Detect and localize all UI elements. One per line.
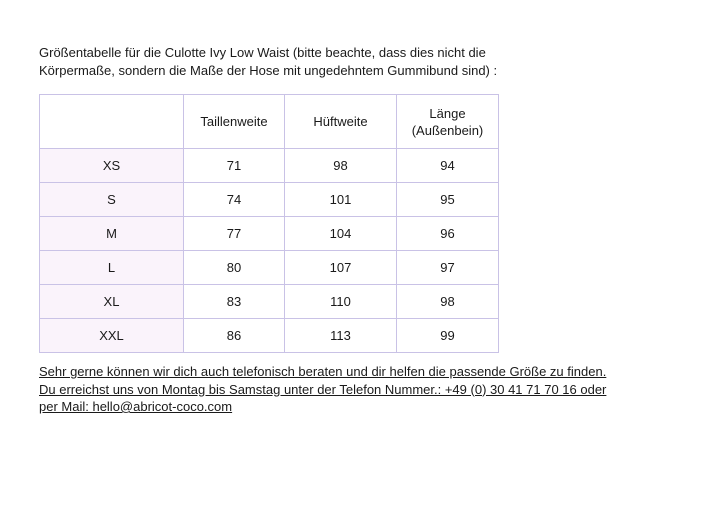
contact-email-link[interactable]: per Mail: hello@abricot-coco.com: [39, 399, 233, 414]
hip-cell: 98: [285, 149, 397, 183]
table-row: [40, 217, 499, 251]
size-cell: L: [40, 251, 184, 285]
hip-cell: 110: [285, 285, 397, 319]
intro-text: [39, 44, 639, 80]
size-table-header: [40, 95, 499, 149]
length-cell: 98: [397, 285, 499, 319]
size-cell: XS: [40, 149, 184, 183]
waist-cell: 83: [184, 285, 285, 319]
table-row: [40, 183, 499, 217]
intro-line-2: Körpermaße, sondern die Maße der Hose mit ungedehntem Gummibund sind) :: [39, 63, 498, 78]
table-row: [40, 285, 499, 319]
contact-text[interactable]: [39, 363, 679, 416]
table-row: [40, 149, 499, 183]
waist-cell: 74: [184, 183, 285, 217]
size-cell: XL: [40, 285, 184, 319]
waist-cell: 86: [184, 319, 285, 353]
length-cell: 99: [397, 319, 499, 353]
hip-cell: 104: [285, 217, 397, 251]
waist-cell: 80: [184, 251, 285, 285]
contact-line-1[interactable]: Sehr gerne können wir dich auch telefonisch beraten und dir helfen die passende Größe zu finden.: [39, 364, 607, 379]
size-table-body: [40, 149, 499, 353]
hip-cell: 101: [285, 183, 397, 217]
waist-cell: 77: [184, 217, 285, 251]
table-row: [40, 319, 499, 353]
waist-cell: 71: [184, 149, 285, 183]
length-cell: 96: [397, 217, 499, 251]
intro-line-1: Größentabelle für die Culotte Ivy Low Waist (bitte beachte, dass dies nicht die: [39, 45, 486, 60]
length-cell: 95: [397, 183, 499, 217]
size-table: [39, 94, 499, 353]
hip-cell: 107: [285, 251, 397, 285]
length-cell: 94: [397, 149, 499, 183]
header-length: Länge (Außenbein): [397, 95, 499, 149]
table-row: [40, 251, 499, 285]
hip-cell: 113: [285, 319, 397, 353]
header-row: [40, 95, 499, 149]
header-waist: Taillenweite: [184, 95, 285, 149]
contact-line-2[interactable]: Du erreichst uns von Montag bis Samstag unter der Telefon Nummer.: +49 (0) 30 41 71 70 16 oder: [39, 381, 607, 397]
size-cell: XXL: [40, 319, 184, 353]
size-cell: M: [40, 217, 184, 251]
size-cell: S: [40, 183, 184, 217]
header-hip: Hüftweite: [285, 95, 397, 149]
length-cell: 97: [397, 251, 499, 285]
header-size: [40, 95, 184, 149]
